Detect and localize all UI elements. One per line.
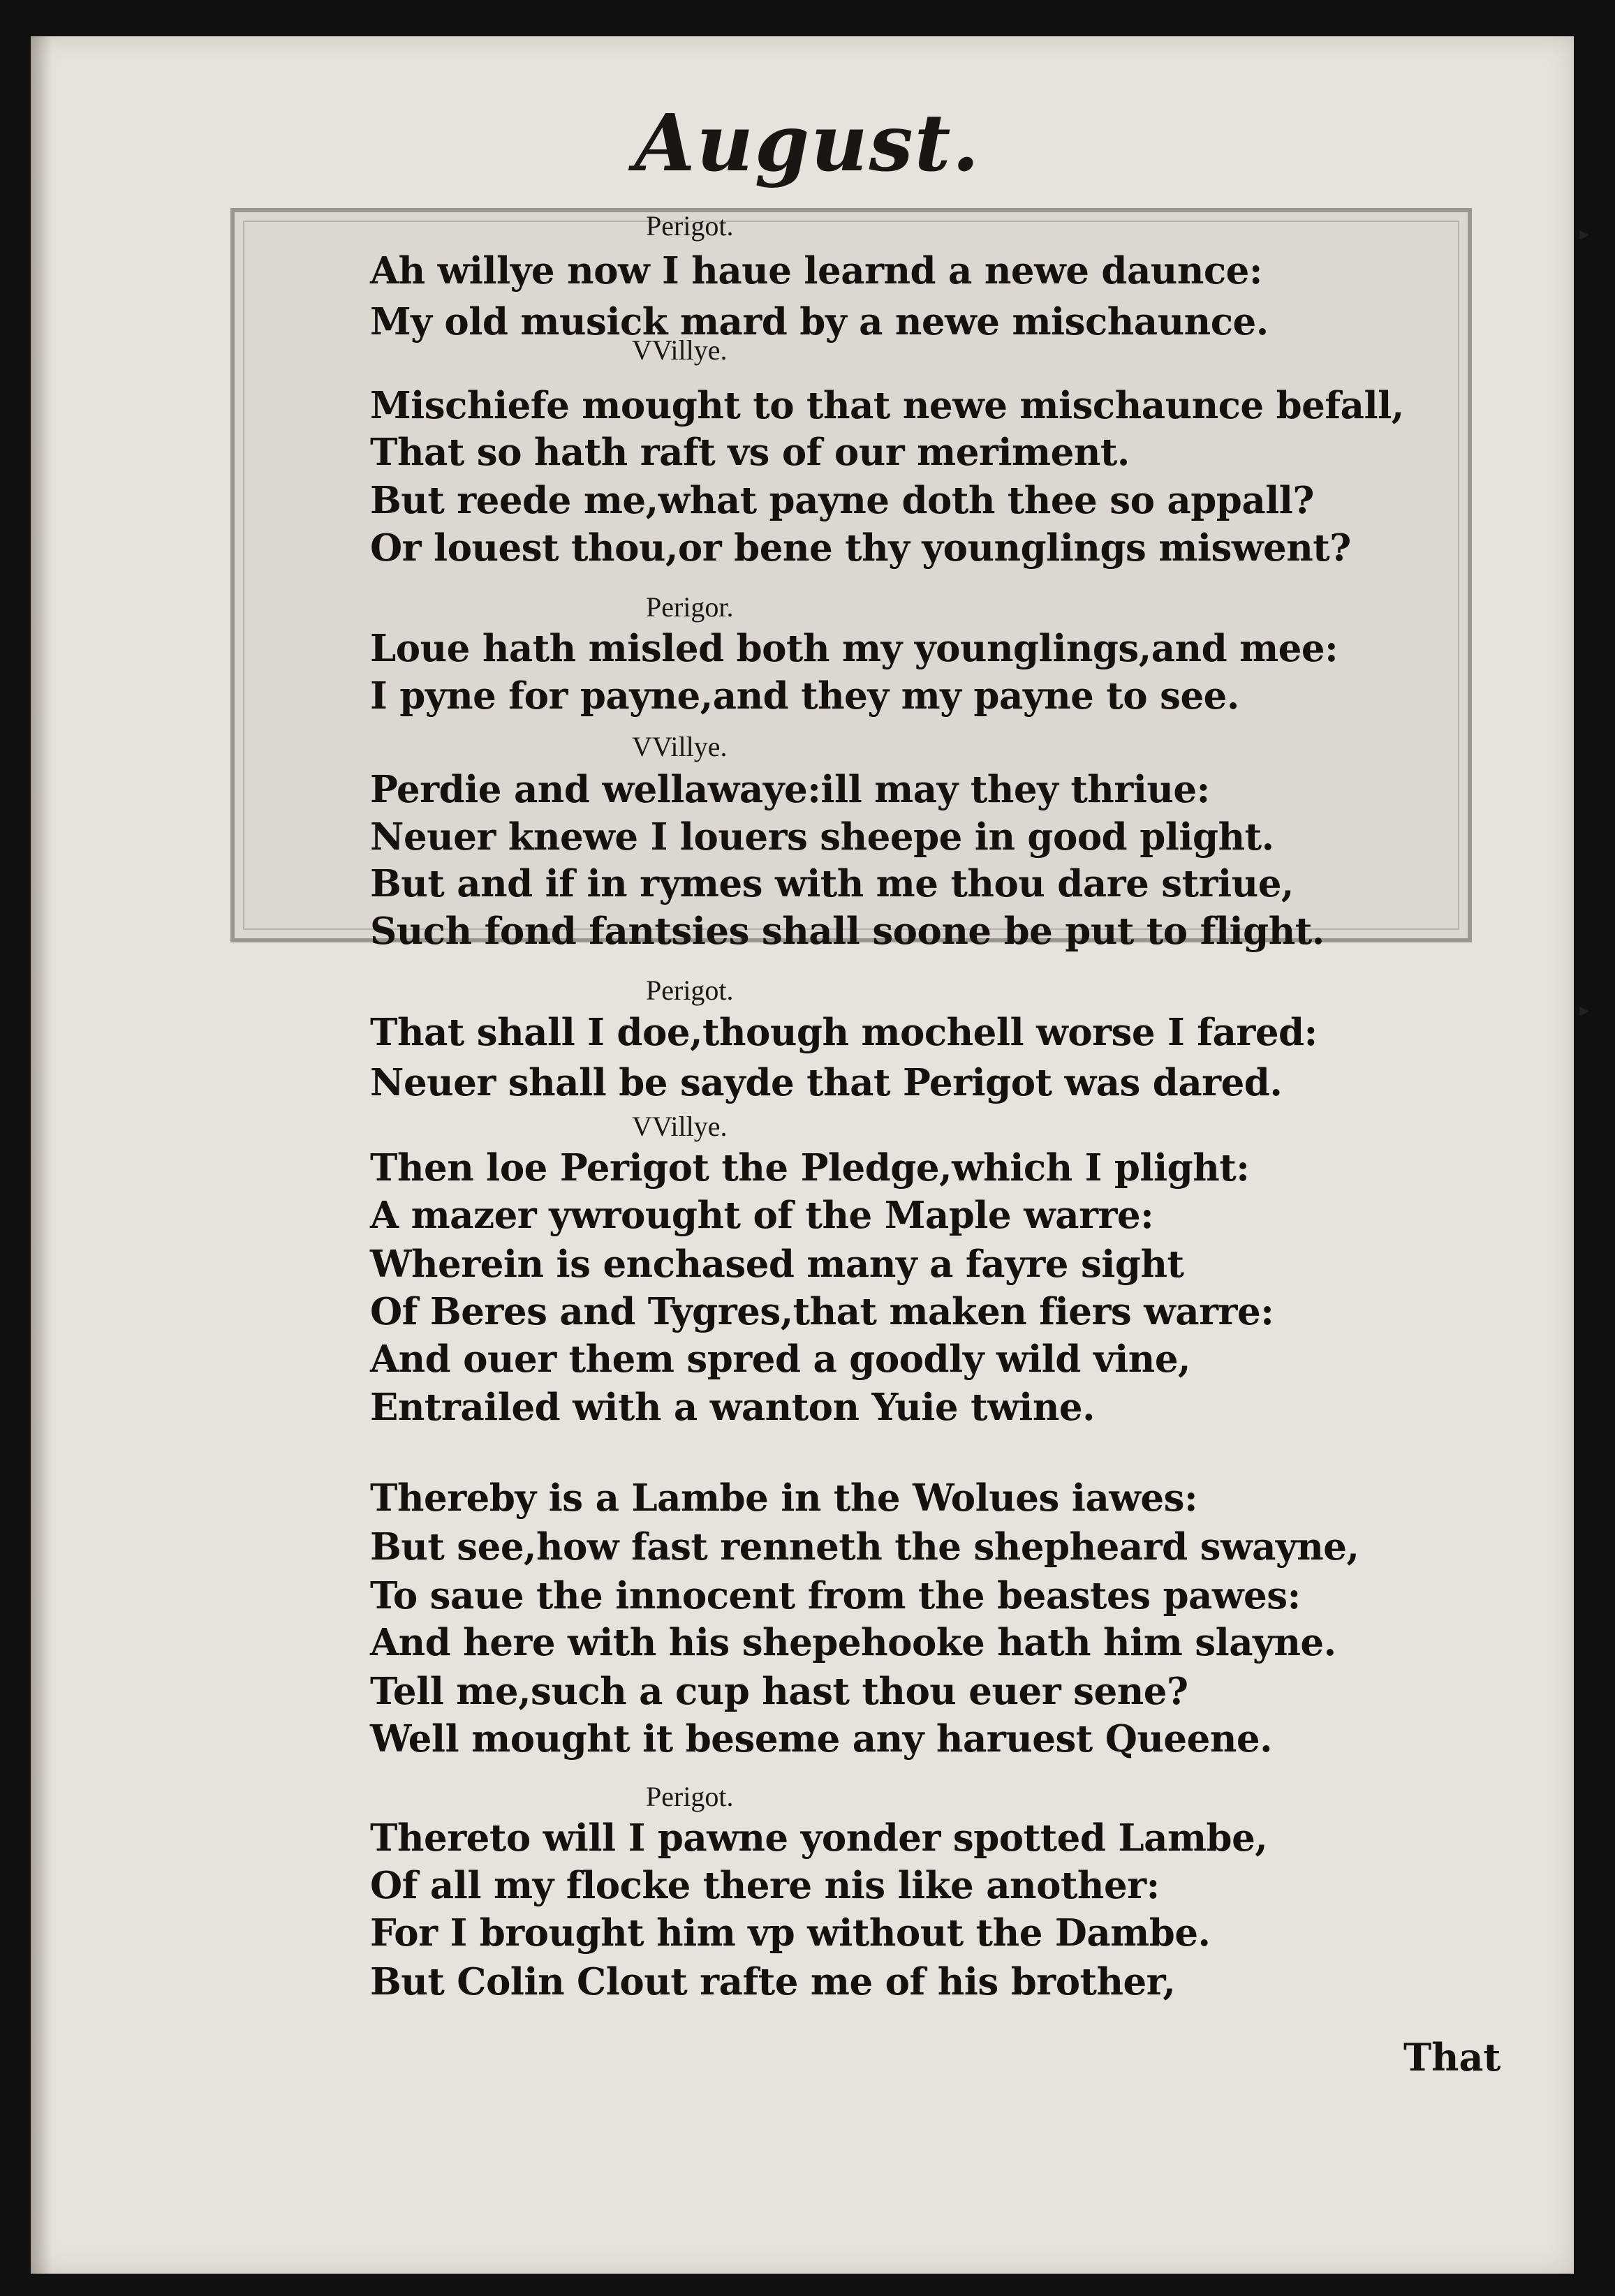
verse-line: To saue the innocent from the beastes pawes: (370, 1574, 1301, 1617)
verse-line: That so hath raft vs of our meriment. (370, 431, 1130, 474)
speaker-name: VVillye. (632, 731, 728, 762)
verse-line: But reede me,what payne doth thee so appall? (370, 479, 1314, 522)
verse-line: Such fond fantsies shall soone be put to flight. (370, 910, 1325, 953)
verse-line: Neuer knewe I louers sheepe in good plight. (370, 815, 1274, 859)
verse-line: But Colin Clout rafte me of his brother, (370, 1960, 1176, 2004)
verse-line: Perdie and wellawaye:ill may they thriue: (370, 768, 1210, 811)
verse-line: Mischiefe mought to that newe mischaunce befall, (370, 384, 1404, 427)
verse-line: Then loe Perigot the Pledge,which I plight: (370, 1146, 1250, 1190)
speaker-name: Perigot. (646, 210, 734, 242)
verse-line: Or louest thou,or bene thy younglings miswent? (370, 526, 1351, 570)
verse-line: Wherein is enchased many a fayre sight (370, 1243, 1184, 1286)
speaker-name: Perigot. (646, 975, 734, 1006)
verse-line: But and if in rymes with me thou dare striue, (370, 862, 1294, 905)
verse-line: Thereto will I pawne yonder spotted Lambe, (370, 1816, 1268, 1860)
speaker-name: Perigor. (646, 591, 734, 623)
verse-line: I pyne for payne,and they my payne to see. (370, 674, 1239, 718)
verse-line: Loue hath misled both my younglings,and mee: (370, 627, 1339, 670)
verse-line: And ouer them spred a goodly wild vine, (370, 1338, 1190, 1381)
verse-line: Of Beres and Tygres,that maken fiers warre: (370, 1290, 1274, 1333)
verse-line: Entrailed with a wanton Yuie twine. (370, 1386, 1096, 1429)
page-header-title: August. (634, 98, 981, 189)
verse-line: But see,how fast renneth the shepheard swayne, (370, 1525, 1359, 1569)
verse-line: Neuer shall be sayde that Perigot was dared. (370, 1061, 1283, 1104)
verse-line: A mazer ywrought of the Maple warre: (370, 1194, 1154, 1237)
verse-line: Ah willye now I haue learnd a newe daunce: (370, 249, 1262, 292)
verse-line: That shall I doe,though mochell worse I fared: (370, 1011, 1318, 1054)
page-gutter-shadow (31, 36, 52, 2274)
verse-line: Well mought it beseme any haruest Queene. (370, 1717, 1273, 1761)
verse-line: Thereby is a Lambe in the Wolues iawes: (370, 1476, 1198, 1520)
verse-line: Tell me,such a cup hast thou euer sene? (370, 1670, 1188, 1713)
verse-line: Of all my flocke there nis like another: (370, 1864, 1160, 1907)
catchword: That (1403, 2035, 1501, 2080)
margin-mark-icon: ▸ (1579, 222, 1590, 245)
verse-line: For I brought him vp without the Dambe. (370, 1911, 1211, 1955)
verse-line: My old musick mard by a newe mischaunce. (370, 300, 1269, 343)
verse-line: And here with his shepehooke hath him slayne. (370, 1621, 1336, 1664)
speaker-name: Perigot. (646, 1781, 734, 1812)
speaker-name: VVillye. (632, 334, 728, 366)
speaker-name: VVillye. (632, 1111, 728, 1142)
margin-mark-icon: ▸ (1579, 998, 1590, 1021)
